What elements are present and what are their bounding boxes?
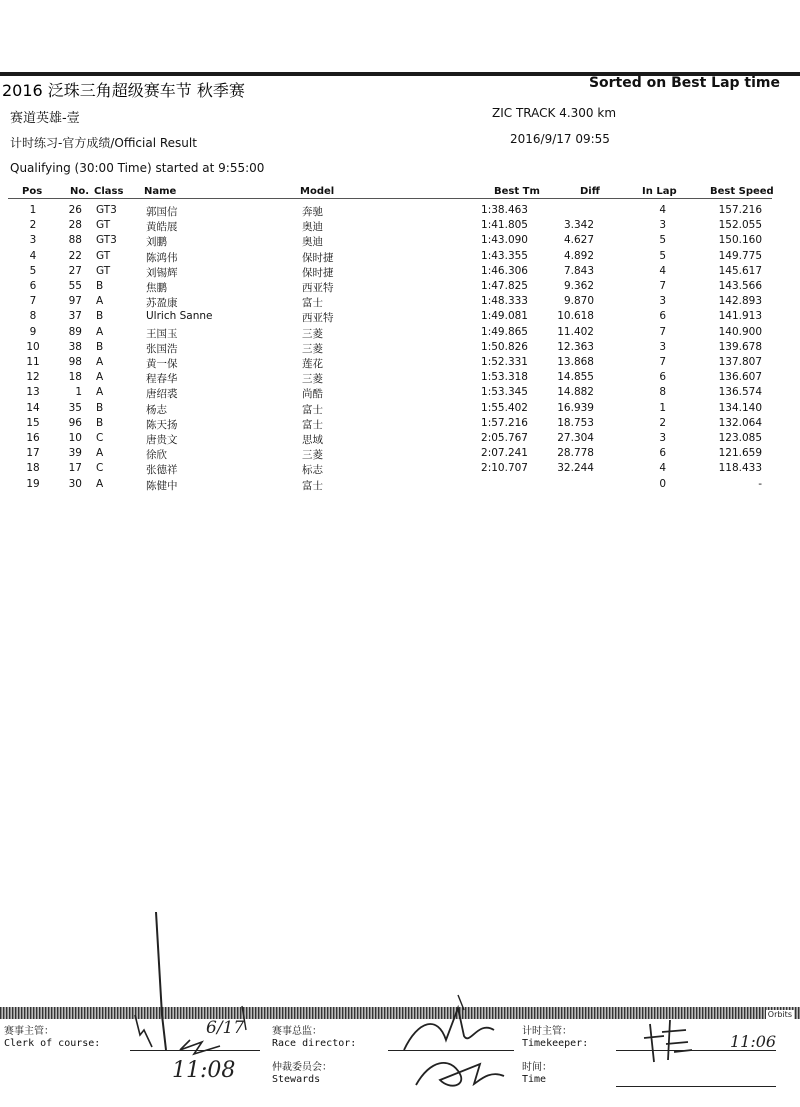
col-best-speed: Best Speed bbox=[710, 186, 774, 197]
cell-diff: 13.868 bbox=[557, 356, 594, 368]
cell-pos: 2 bbox=[29, 219, 37, 232]
cell-model: 富士 bbox=[302, 418, 323, 431]
cell-name: Ulrich Sanne bbox=[146, 310, 213, 323]
cell-pos: 16 bbox=[26, 432, 40, 444]
time-label bbox=[522, 1062, 552, 1086]
cell-pos: 13 bbox=[26, 386, 40, 399]
race-name: 赛道英雄-壹 bbox=[10, 111, 80, 126]
cell-diff: 14.855 bbox=[557, 371, 594, 384]
cell-name: 陈鸿伟 bbox=[146, 251, 178, 264]
cell-no: 55 bbox=[68, 280, 82, 292]
table-row bbox=[0, 478, 800, 493]
cell-best-speed: 149.775 bbox=[718, 249, 762, 262]
clerk-label bbox=[4, 1026, 100, 1050]
cell-name: 王国玉 bbox=[146, 327, 178, 340]
cell-name: 唐贵文 bbox=[146, 434, 178, 446]
stewards-label bbox=[272, 1062, 332, 1086]
cell-best-speed: 157.216 bbox=[718, 204, 762, 216]
cell-model: 富士 bbox=[302, 403, 323, 416]
table-row bbox=[0, 417, 800, 432]
cell-diff: 18.753 bbox=[557, 416, 594, 429]
cell-model: 富士 bbox=[302, 479, 323, 492]
col-name: Name bbox=[144, 186, 177, 197]
cell-model: 标志 bbox=[302, 464, 323, 477]
cell-model: 尚酷 bbox=[302, 388, 323, 401]
cell-pos: 14 bbox=[26, 401, 40, 414]
cell-in-lap: 4 bbox=[659, 204, 666, 216]
table-row bbox=[0, 265, 800, 280]
cell-class: GT bbox=[96, 249, 111, 262]
cell-name: 苏盈康 bbox=[146, 297, 178, 310]
cell-pos: 3 bbox=[29, 234, 37, 247]
cell-in-lap: 4 bbox=[659, 462, 666, 475]
cell-in-lap: 7 bbox=[659, 325, 666, 338]
cell-no: 98 bbox=[68, 356, 82, 368]
cell-best-tm: 1:53.345 bbox=[481, 386, 528, 399]
col-best-tm: Best Tm bbox=[494, 186, 540, 197]
cell-model: 西亚特 bbox=[302, 282, 334, 294]
cell-diff: 27.304 bbox=[557, 432, 594, 444]
cell-in-lap: 3 bbox=[659, 295, 666, 308]
cell-no: 35 bbox=[68, 401, 82, 414]
stewards-label-en: Stewards bbox=[272, 1074, 321, 1085]
cell-pos: 9 bbox=[29, 325, 37, 338]
cell-no: 18 bbox=[68, 371, 82, 384]
timekeeper-signature bbox=[640, 1014, 700, 1066]
cell-diff: 11.402 bbox=[557, 325, 594, 338]
cell-class: A bbox=[96, 356, 104, 368]
cell-name: 黄一保 bbox=[146, 358, 178, 370]
cell-no: 96 bbox=[68, 416, 82, 429]
cell-best-tm: 2:07.241 bbox=[481, 447, 528, 460]
cell-no: 38 bbox=[68, 340, 82, 353]
cell-best-tm: 1:41.805 bbox=[481, 219, 528, 232]
cell-model: 三菱 bbox=[302, 327, 323, 340]
cell-best-speed: 141.913 bbox=[718, 310, 762, 323]
cell-diff: 12.363 bbox=[557, 340, 594, 353]
table-row bbox=[0, 204, 800, 219]
cell-best-tm: 1:57.216 bbox=[481, 416, 528, 429]
cell-diff: 3.342 bbox=[563, 219, 594, 232]
cell-name: 程春华 bbox=[146, 373, 178, 386]
timekeeper-label bbox=[522, 1026, 588, 1050]
cell-diff: 7.843 bbox=[563, 264, 594, 277]
event-title: 2016 泛珠三角超级赛车节 秋季赛 bbox=[2, 81, 245, 100]
cell-model: 奔驰 bbox=[302, 206, 323, 218]
table-row bbox=[0, 326, 800, 341]
time-label-cn: 时间： bbox=[522, 1062, 552, 1073]
qualifying-info: Qualifying (30:00 Time) started at 9:55:00 bbox=[10, 161, 265, 175]
table-row bbox=[0, 371, 800, 386]
cell-best-tm: 1:49.865 bbox=[481, 325, 528, 338]
cell-no: 89 bbox=[68, 325, 82, 338]
cell-diff: 4.627 bbox=[563, 234, 594, 247]
cell-best-speed: 143.566 bbox=[718, 280, 762, 292]
cell-model: 奥迪 bbox=[302, 221, 323, 234]
col-pos: Pos bbox=[22, 186, 43, 197]
cell-best-tm: 2:10.707 bbox=[481, 462, 528, 475]
table-row bbox=[0, 310, 800, 325]
cell-best-speed: 118.433 bbox=[718, 462, 762, 475]
cell-class: B bbox=[96, 280, 104, 292]
cell-pos: 18 bbox=[26, 462, 40, 475]
cell-best-tm: 1:49.081 bbox=[481, 310, 528, 323]
table-row bbox=[0, 280, 800, 295]
cell-best-tm: 1:47.825 bbox=[481, 280, 528, 292]
cell-pos: 1 bbox=[29, 204, 37, 216]
cell-pos: 6 bbox=[29, 280, 37, 292]
cell-pos: 17 bbox=[26, 447, 40, 460]
cell-in-lap: 5 bbox=[659, 249, 666, 262]
time-label-en: Time bbox=[522, 1074, 547, 1085]
cell-in-lap: 6 bbox=[659, 310, 666, 323]
cell-best-speed: 136.607 bbox=[718, 371, 762, 384]
table-row bbox=[0, 219, 800, 234]
cell-name: 刘鹏 bbox=[146, 236, 167, 249]
track-info: ZIC TRACK 4.300 km bbox=[492, 106, 617, 120]
cell-pos: 19 bbox=[26, 477, 40, 490]
cell-name: 陈健中 bbox=[146, 479, 178, 492]
cell-pos: 10 bbox=[26, 340, 40, 353]
cell-model: 富士 bbox=[302, 297, 323, 310]
timekeeper-time-handwritten: 11:06 bbox=[730, 1032, 777, 1051]
cell-class: GT bbox=[96, 219, 111, 232]
cell-class: B bbox=[96, 416, 104, 429]
stewards-label-cn: 仲裁委员会： bbox=[272, 1062, 332, 1073]
col-no: No. bbox=[70, 186, 90, 197]
cell-in-lap: 6 bbox=[659, 447, 666, 460]
cell-diff: 16.939 bbox=[557, 401, 594, 414]
cell-in-lap: 3 bbox=[659, 340, 666, 353]
cell-class: GT bbox=[96, 264, 111, 277]
cell-model: 三菱 bbox=[302, 449, 323, 462]
cell-best-speed: 137.807 bbox=[718, 356, 762, 368]
cell-pos: 5 bbox=[29, 264, 37, 277]
cell-pos: 7 bbox=[29, 295, 37, 308]
cell-in-lap: 1 bbox=[659, 401, 666, 414]
table-row bbox=[0, 341, 800, 356]
cell-name: 焦鹏 bbox=[146, 282, 167, 294]
clerk-label-en: Clerk of course: bbox=[4, 1038, 101, 1049]
cell-no: 37 bbox=[68, 310, 82, 323]
cell-best-speed: 123.085 bbox=[718, 432, 762, 444]
cell-pos: 12 bbox=[26, 371, 40, 384]
cell-pos: 15 bbox=[26, 416, 40, 429]
cell-class: GT3 bbox=[96, 234, 117, 247]
cell-best-tm: 1:38.463 bbox=[481, 204, 528, 216]
cell-in-lap: 5 bbox=[659, 234, 666, 247]
director-label bbox=[272, 1026, 356, 1050]
cell-best-speed: 132.064 bbox=[718, 416, 762, 429]
cell-in-lap: 7 bbox=[659, 356, 666, 368]
timekeeper-label-cn: 计时主管： bbox=[522, 1026, 572, 1037]
clerk-date-handwritten: 6/17 bbox=[206, 1018, 245, 1038]
cell-no: 17 bbox=[68, 462, 82, 475]
table-row bbox=[0, 250, 800, 265]
col-model: Model bbox=[300, 186, 335, 197]
cell-in-lap: 0 bbox=[659, 477, 666, 490]
cell-name: 徐欣 bbox=[146, 449, 167, 462]
orbits-mark: Orbits bbox=[767, 1010, 792, 1019]
table-row bbox=[0, 234, 800, 249]
cell-name: 杨志 bbox=[146, 403, 167, 416]
cell-best-speed: 142.893 bbox=[718, 295, 762, 308]
cell-best-tm: 1:50.826 bbox=[481, 340, 528, 353]
cell-best-speed: 139.678 bbox=[718, 340, 762, 353]
cell-name: 张德祥 bbox=[146, 464, 178, 477]
cell-no: 1 bbox=[75, 386, 82, 399]
cell-best-speed: 150.160 bbox=[718, 234, 762, 247]
cell-diff: 14.882 bbox=[557, 386, 594, 399]
table-row bbox=[0, 295, 800, 310]
cell-class: A bbox=[96, 371, 104, 384]
cell-class: A bbox=[96, 386, 104, 399]
cell-diff: 9.870 bbox=[563, 295, 594, 308]
cell-no: 30 bbox=[68, 477, 82, 490]
cell-in-lap: 3 bbox=[659, 432, 666, 444]
cell-class: A bbox=[96, 447, 104, 460]
cell-no: 97 bbox=[68, 295, 82, 308]
cell-in-lap: 2 bbox=[659, 416, 666, 429]
director-label-en: Race director: bbox=[272, 1038, 357, 1049]
cell-best-tm: 1:55.402 bbox=[481, 401, 528, 414]
cell-model: 三菱 bbox=[302, 373, 323, 386]
cell-name: 黄皓展 bbox=[146, 221, 178, 234]
table-row bbox=[0, 462, 800, 477]
cell-best-speed: 121.659 bbox=[718, 447, 762, 460]
session-title: 计时练习-官方成绩/Official Result bbox=[10, 136, 197, 150]
cell-diff: 10.618 bbox=[557, 310, 594, 323]
cell-no: 22 bbox=[68, 249, 82, 262]
cell-model: 西亚特 bbox=[302, 312, 334, 325]
table-row bbox=[0, 402, 800, 417]
cell-in-lap: 8 bbox=[659, 386, 666, 399]
cell-best-speed: 152.055 bbox=[718, 219, 762, 232]
timekeeper-label-en: Timekeeper: bbox=[522, 1038, 589, 1049]
cell-class: B bbox=[96, 401, 104, 414]
steward-signature bbox=[410, 1050, 510, 1095]
cell-pos: 8 bbox=[29, 310, 37, 323]
cell-class: C bbox=[96, 432, 104, 444]
clerk-label-cn: 赛事主管： bbox=[4, 1026, 54, 1037]
cell-name: 陈天扬 bbox=[146, 418, 178, 431]
cell-best-speed: 140.900 bbox=[718, 325, 762, 338]
cell-class: A bbox=[96, 325, 104, 338]
cell-best-speed: 136.574 bbox=[718, 386, 762, 399]
cell-class: C bbox=[96, 462, 104, 475]
cell-best-speed: 134.140 bbox=[718, 401, 762, 414]
cell-no: 27 bbox=[68, 264, 82, 277]
cell-class: B bbox=[96, 340, 104, 353]
col-class: Class bbox=[94, 186, 124, 197]
header-divider bbox=[8, 198, 772, 199]
cell-best-tm: 1:46.306 bbox=[481, 264, 528, 277]
cell-in-lap: 7 bbox=[659, 280, 666, 292]
cell-pos: 11 bbox=[26, 356, 40, 368]
cell-model: 保时捷 bbox=[302, 251, 334, 264]
session-datetime: 2016/9/17 09:55 bbox=[510, 132, 610, 146]
table-row bbox=[0, 447, 800, 462]
cell-name: 刘锡辉 bbox=[146, 266, 178, 279]
cell-diff: 4.892 bbox=[563, 249, 594, 262]
cell-class: A bbox=[96, 295, 104, 308]
cell-in-lap: 6 bbox=[659, 371, 666, 384]
cell-best-speed: 145.617 bbox=[718, 264, 762, 277]
cell-class: B bbox=[96, 310, 104, 323]
cell-model: 奥迪 bbox=[302, 236, 323, 249]
table-row bbox=[0, 432, 800, 447]
col-diff: Diff bbox=[580, 186, 600, 197]
col-in-lap: In Lap bbox=[642, 186, 677, 197]
cell-name: 唐绍裘 bbox=[146, 388, 178, 401]
cell-best-tm: 1:52.331 bbox=[481, 356, 528, 368]
sorted-label: Sorted on Best Lap time bbox=[588, 75, 780, 91]
cell-diff: 28.778 bbox=[557, 447, 594, 460]
cell-no: 10 bbox=[68, 432, 82, 444]
cell-model: 思域 bbox=[302, 434, 323, 446]
clerk-time-handwritten: 11:08 bbox=[172, 1058, 236, 1083]
time-signature-line bbox=[616, 1086, 776, 1087]
cell-no: 39 bbox=[68, 447, 82, 460]
cell-no: 26 bbox=[68, 204, 82, 216]
cell-best-tm: 1:53.318 bbox=[481, 371, 528, 384]
table-row bbox=[0, 356, 800, 371]
cell-class: A bbox=[96, 477, 104, 490]
cell-best-speed: - bbox=[758, 477, 762, 490]
director-label-cn: 赛事总监： bbox=[272, 1026, 322, 1037]
cell-name: 张国浩 bbox=[146, 342, 178, 355]
cell-best-tm: 2:05.767 bbox=[481, 432, 528, 444]
cell-in-lap: 4 bbox=[659, 264, 666, 277]
cell-diff: 32.244 bbox=[557, 462, 594, 475]
cell-model: 三菱 bbox=[302, 342, 323, 355]
cell-model: 莲花 bbox=[302, 358, 323, 370]
table-row bbox=[0, 386, 800, 401]
cell-no: 88 bbox=[68, 234, 82, 247]
cell-best-tm: 1:43.355 bbox=[481, 249, 528, 262]
cell-class: GT3 bbox=[96, 204, 117, 216]
cell-diff: 9.362 bbox=[563, 280, 594, 292]
cell-model: 保时捷 bbox=[302, 266, 334, 279]
cell-best-tm: 1:43.090 bbox=[481, 234, 528, 247]
cell-pos: 4 bbox=[29, 249, 37, 262]
cell-name: 郭国信 bbox=[146, 206, 178, 218]
cell-in-lap: 3 bbox=[659, 219, 666, 232]
cell-best-tm: 1:48.333 bbox=[481, 295, 528, 308]
cell-no: 28 bbox=[68, 219, 82, 232]
